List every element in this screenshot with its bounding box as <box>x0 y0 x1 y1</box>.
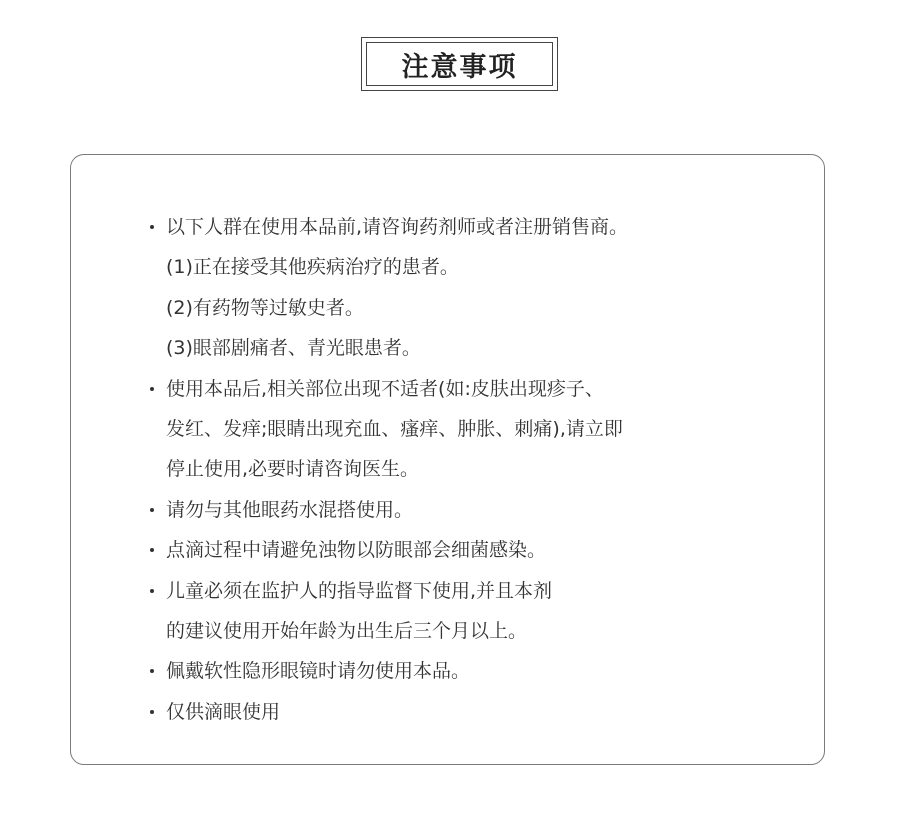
list-item <box>0 697 900 727</box>
bullet-dot-icon <box>150 225 154 229</box>
list-item <box>0 656 900 686</box>
list-item-text: 使用本品后,相关部位出现不适者(如:皮肤出现疹子、 <box>166 377 604 400</box>
list-item <box>0 333 900 363</box>
list-item-text: 佩戴软性隐形眼镜时请勿使用本品。 <box>166 660 471 683</box>
bullet-dot-icon <box>150 548 154 552</box>
list-item <box>0 495 900 525</box>
bullet-dot-icon <box>150 589 154 593</box>
bullet-dot-icon <box>150 387 154 391</box>
list-item-text: (3)眼部剧痛者、青光眼患者。 <box>166 337 421 360</box>
list-item-text: 的建议使用开始年龄为出生后三个月以上。 <box>166 620 528 642</box>
bullet-dot-icon <box>150 710 154 714</box>
section-title-box <box>361 37 558 91</box>
title-inner-frame <box>366 42 553 86</box>
list-item <box>0 535 900 565</box>
list-item-text: (1)正在接受其他疾病治疗的患者。 <box>166 256 459 279</box>
bullet-dot-icon <box>150 669 154 673</box>
list-item-text: (2)有药物等过敏史者。 <box>166 296 364 319</box>
list-item-text: 请勿与其他眼药水混搭使用。 <box>166 498 414 521</box>
list-item <box>0 252 900 282</box>
page-title: 注意事项 <box>401 51 518 83</box>
list-item-text: 仅供滴眼使用 <box>166 700 281 723</box>
list-item-text: 点滴过程中请避免浊物以防眼部会细菌感染。 <box>166 539 547 562</box>
list-item-text: 停止使用,必要时请咨询医生。 <box>166 458 420 481</box>
list-item <box>0 414 900 444</box>
list-item <box>0 374 900 404</box>
list-item <box>0 576 900 606</box>
bullet-dot-icon <box>150 508 154 512</box>
list-item <box>0 212 900 242</box>
list-item-text: 儿童必须在监护人的指导监督下使用,并且本剂 <box>166 579 553 602</box>
list-item <box>0 293 900 323</box>
list-item <box>0 616 900 646</box>
list-item-text: 发红、发痒;眼睛出现充血、瘙痒、肿胀、刺痛),请立即 <box>166 418 623 440</box>
list-item <box>0 454 900 484</box>
list-item-text: 以下人群在使用本品前,请咨询药剂师或者注册销售商。 <box>166 216 629 238</box>
